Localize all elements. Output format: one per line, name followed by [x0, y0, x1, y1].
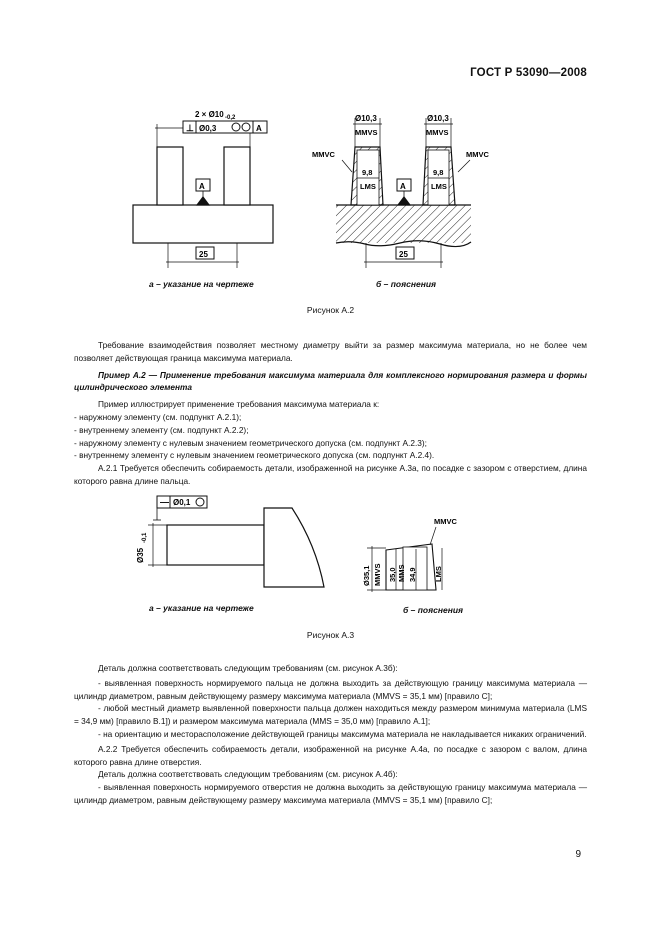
text-block-1	[74, 339, 587, 488]
lms2-label: LMS	[431, 182, 447, 191]
v2-label: 9,8	[433, 168, 444, 177]
mmvc-right-label: MMVC	[466, 150, 489, 159]
para-a21: А.2.1 Требуется обеспечить собираемость детали, изображенной на рисунке А.3а, по посадке с зазором с отверстием, длина которого равна длине пальца.	[74, 463, 587, 486]
list-item: - внутреннему элементу с нулевым значением геометрического допуска (см. подпункт А.2.4).	[74, 450, 435, 461]
v1-label: 9,8	[362, 168, 373, 177]
para-interaction: Требование взаимодействия позволяет местному диаметру выйти за размер максимума материала, но не более чем позволяет действующая граница максимума материала.	[74, 340, 587, 363]
figure-a2-caption-b: б – пояснения	[376, 279, 437, 289]
req-intro: Деталь должна соответствовать следующим требованиям (см. рисунок А.3б):	[98, 663, 398, 673]
mms-label: MMS	[397, 564, 406, 582]
datum-b-label: A	[400, 182, 406, 191]
datum-a-label: A	[199, 182, 205, 191]
figure-a3-caption-a: а – указание на чертеже	[149, 603, 254, 613]
figure-a2-drawing-b	[336, 118, 471, 268]
para-a22: А.2.2 Требуется обеспечить собираемость детали, изображенной на рисунке А.4а, по посадке с зазором с валом, длина которого равна длине отверстия.	[74, 743, 587, 767]
dim-25-b-label: 25	[399, 250, 408, 259]
frame-cell-tol: Ø0,3	[199, 124, 217, 133]
document-header: ГОСТ Р 53090—2008	[470, 67, 587, 79]
figure-a2-caption-a: а – указание на чертеже	[149, 279, 254, 289]
lms1-label: LMS	[360, 182, 376, 191]
req-4: - выявленная поверхность нормируемого отверстия не должна выходить за действующую границу максимума материала — цилиндр диаметром, равным действующему размеру максимума материала (MMVS = 35,1 мм) [правило С];	[74, 782, 587, 805]
tol-left-label: 2 × Ø10	[195, 110, 224, 119]
figure-a3-drawing-a	[148, 496, 324, 587]
mmvc-label: MMVC	[434, 517, 457, 526]
v351-label: Ø35,1	[362, 565, 371, 586]
figure-a3-caption-b: б – пояснения	[403, 605, 464, 615]
mmvc-left-label: MMVC	[312, 150, 335, 159]
frame-tol: Ø0,1	[173, 498, 191, 507]
figure-a2-drawing-a	[133, 121, 273, 268]
req-2: - любой местный диаметр выявленной поверхности пальца должен находиться между размером минимума материала (LMS = 34,9 мм) [правило В.1]) и размером максимума материала (MMS = 35,0 мм) [правило А.1];	[74, 703, 587, 727]
dim-25-label: 25	[199, 250, 208, 259]
figure-a3	[0, 490, 661, 630]
mmvs-label: MMVS	[373, 563, 382, 586]
list-item: - наружному элементу (см. подпункт А.2.1);	[74, 411, 242, 422]
dia-sub-label: -0,1	[142, 532, 148, 543]
req-3: - на ориентацию и месторасположение действующей границы максимума материала не накладывается никаких ограничений.	[98, 728, 587, 739]
text-block-2	[74, 662, 587, 807]
lms-label: LMS	[434, 566, 443, 582]
intro-line: Пример иллюстрирует применение требования максимума материала к:	[98, 399, 380, 410]
d1-label: Ø10,3	[355, 114, 377, 123]
frame-cell-datum: A	[256, 124, 262, 133]
list-item: - наружному элементу с нулевым значением геометрического допуска (см. подпункт А.2.3);	[74, 437, 427, 448]
req-1: - выявленная поверхность нормируемого пальца не должна выходить за действующую границу максимума материала — цилиндр диаметром, равным действующему размеру максимума материала (MMVS = 35,1 мм) [правило С];	[74, 677, 587, 701]
mmvs1-label: MMVS	[355, 128, 378, 137]
v350-label: 35,0	[388, 567, 397, 582]
page-number: 9	[575, 849, 581, 860]
frame-cell-perp: ⊥	[186, 123, 194, 133]
d2-label: Ø10,3	[427, 114, 449, 123]
list-item: - внутреннему элементу (см. подпункт А.2.2);	[74, 424, 249, 435]
frame-straightness: —	[160, 497, 169, 507]
tol-sub-label: -0,2	[225, 115, 236, 121]
figure-a2	[0, 95, 661, 300]
v349-label: 34,9	[408, 567, 417, 582]
dia-label: Ø35	[136, 547, 145, 563]
example-title: Пример А.2 — Применение требования максимума материала для комплексного нормирования размера и формы цилиндрического элемента	[74, 369, 587, 393]
figure-a3-label: Рисунок А.3	[306, 630, 355, 640]
mmvs2-label: MMVS	[426, 128, 449, 137]
req-intro-2: Деталь должна соответствовать следующим требованиям (см. рисунок А.4б):	[98, 769, 398, 780]
figure-a2-label: Рисунок А.2	[306, 305, 355, 315]
